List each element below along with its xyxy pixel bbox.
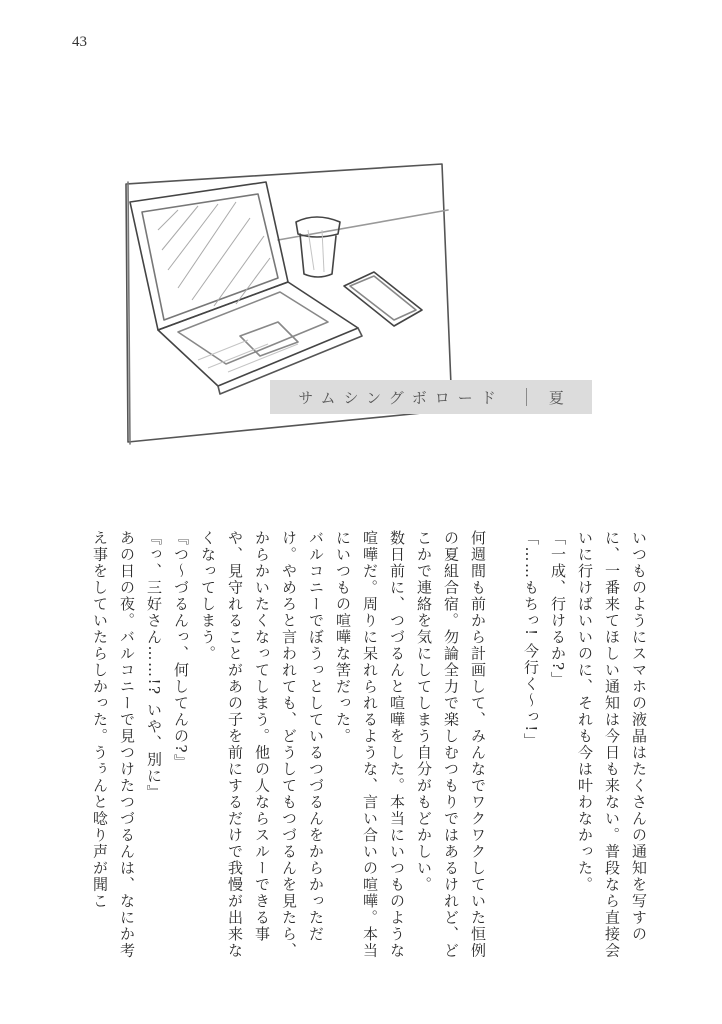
paragraph: バルコニーでぼうっとしているつづるんをからかっただけ。やめろと言われても、どうしてもつづるんを見たら、からかいたくなってしまう。他の人ならスルーできる事や、見守れることがあの子を前にするだけで我慢が出来なくなってしまう。: [199, 530, 325, 959]
dialogue-line: 「一成、行けるか?」: [549, 530, 567, 689]
dialogue-line: 『つ〜づるんっ、何してんの?』: [172, 530, 190, 771]
story-body: [62, 530, 652, 960]
paragraph: 数日前に、つづるんと喧嘩をした。本当にいつものような喧嘩だ。周りに呆れられるような、言い合いの喧嘩。本当にいつもの喧嘩な筈だった。: [334, 530, 406, 959]
story-author: 夏: [548, 388, 564, 407]
dialogue-line: 『っ、三好さん……!? いや、別に』: [145, 530, 163, 801]
paragraph: いつものようにスマホの液晶はたくさんの通知を写すのに、一番来てほしい通知は今日も来ない。普段なら直接会いに行けばいいのに、それも今は叶わなかった。: [576, 530, 648, 959]
dialogue-line: 「……もちっ! 今行く〜っ!」: [522, 530, 540, 750]
story-title-banner: [270, 380, 592, 414]
story-title: サムシングボロード: [298, 388, 504, 407]
page-number: 43: [72, 34, 87, 50]
paragraph: あの日の夜。バルコニーで見つけたつづるんは、なにか考え事をしていたらしかった。うぅんと唸り声が聞こ: [91, 530, 136, 959]
title-separator: [526, 388, 527, 406]
paragraph: 何週間も前から計画して、みんなでワクワクしていた恒例の夏組合宿。勿論全力で楽しむつもりではあるけれど、どこかで連絡を気にしてしまう自分がもどかしい。: [415, 530, 487, 959]
